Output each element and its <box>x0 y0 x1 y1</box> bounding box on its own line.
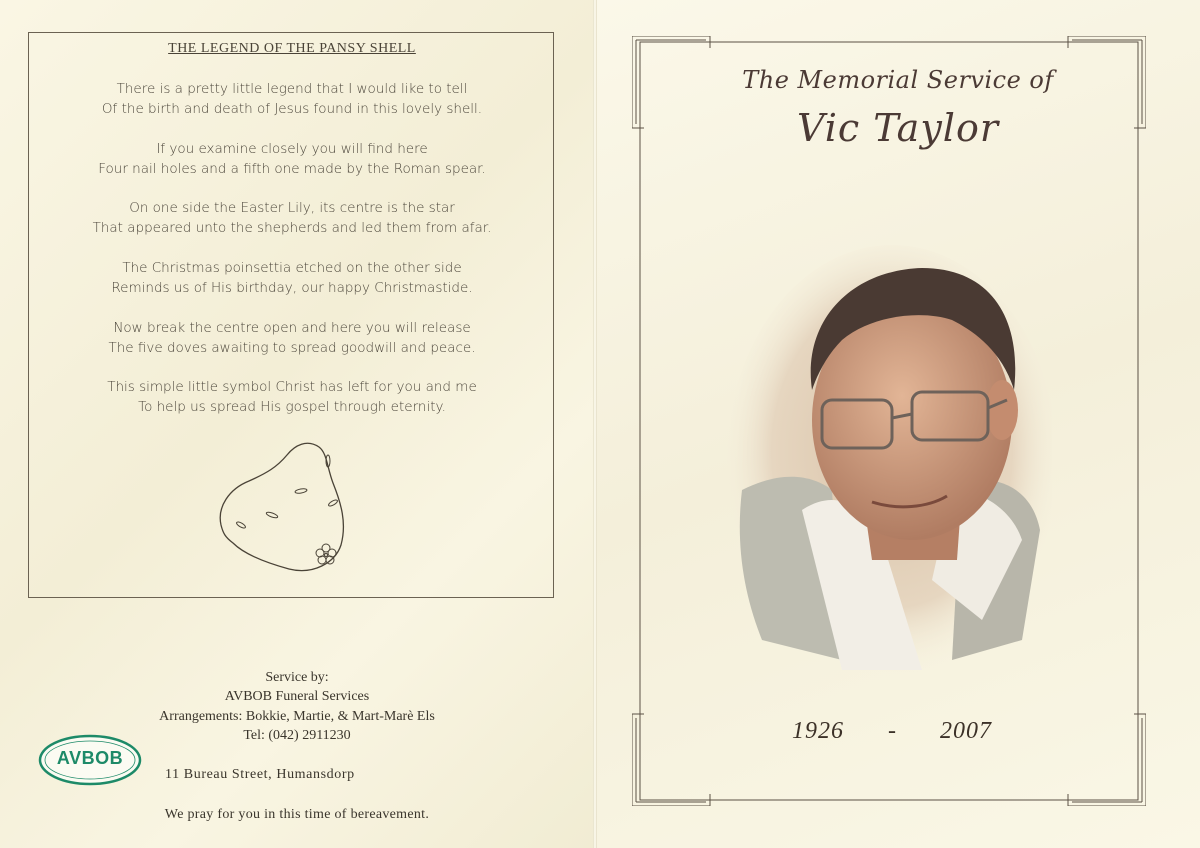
address: 11 Bureau Street, Humansdorp <box>165 767 355 782</box>
poem-stanza <box>29 377 555 417</box>
year-born: 1926 <box>792 718 844 744</box>
poem-line: There is a pretty little legend that I would like to tell <box>116 81 468 97</box>
poem-title: THE LEGEND OF THE PANSY SHELL <box>168 41 416 56</box>
deceased-name: Vic Taylor <box>796 106 999 150</box>
year-died: 2007 <box>940 718 992 744</box>
poem-line: To help us spread His gospel through eternity. <box>138 399 446 415</box>
poem-box <box>28 32 554 598</box>
year-dash: - <box>888 718 897 744</box>
funeral-company: AVBOB Funeral Services <box>224 689 370 704</box>
memorial-subtitle: The Memorial Service of <box>742 66 1054 94</box>
avbob-logo-text: AVBOB <box>56 748 124 768</box>
portrait-photo <box>722 240 1052 680</box>
poem-line: Now break the centre open and here you will release <box>113 320 471 336</box>
arrangements: Arrangements: Bokkie, Martie, & Mart-Marè Els <box>159 709 435 724</box>
poem-line: Reminds us of His birthday, our happy Christmastide. <box>111 280 473 296</box>
prayer-text: We pray for you in this time of bereavement. <box>164 807 430 822</box>
poem-line: Of the birth and death of Jesus found in this lovely shell. <box>101 101 483 117</box>
poem-line: The five doves awaiting to spread goodwill and peace. <box>108 340 476 356</box>
poem-stanza <box>29 258 555 298</box>
avbob-logo <box>38 734 142 786</box>
pansy-shell-icon <box>215 437 365 587</box>
poem-line: Four nail holes and a fifth one made by the Roman spear. <box>98 161 486 177</box>
service-label: Service by: <box>265 670 329 685</box>
poem-stanza <box>29 198 555 238</box>
poem-line: This simple little symbol Christ has left for you and me <box>107 379 477 395</box>
poem-line: If you examine closely you will find here <box>156 141 428 157</box>
poem-stanza <box>29 139 555 179</box>
poem-stanza <box>29 318 555 358</box>
poem-line: That appeared unto the shepherds and led them from afar. <box>92 220 492 236</box>
poem-stanza <box>29 79 555 119</box>
poem-line: On one side the Easter Lily, its centre is the star <box>129 200 455 216</box>
telephone: Tel: (042) 2911230 <box>243 728 351 743</box>
poem-line: The Christmas poinsettia etched on the other side <box>122 260 462 276</box>
